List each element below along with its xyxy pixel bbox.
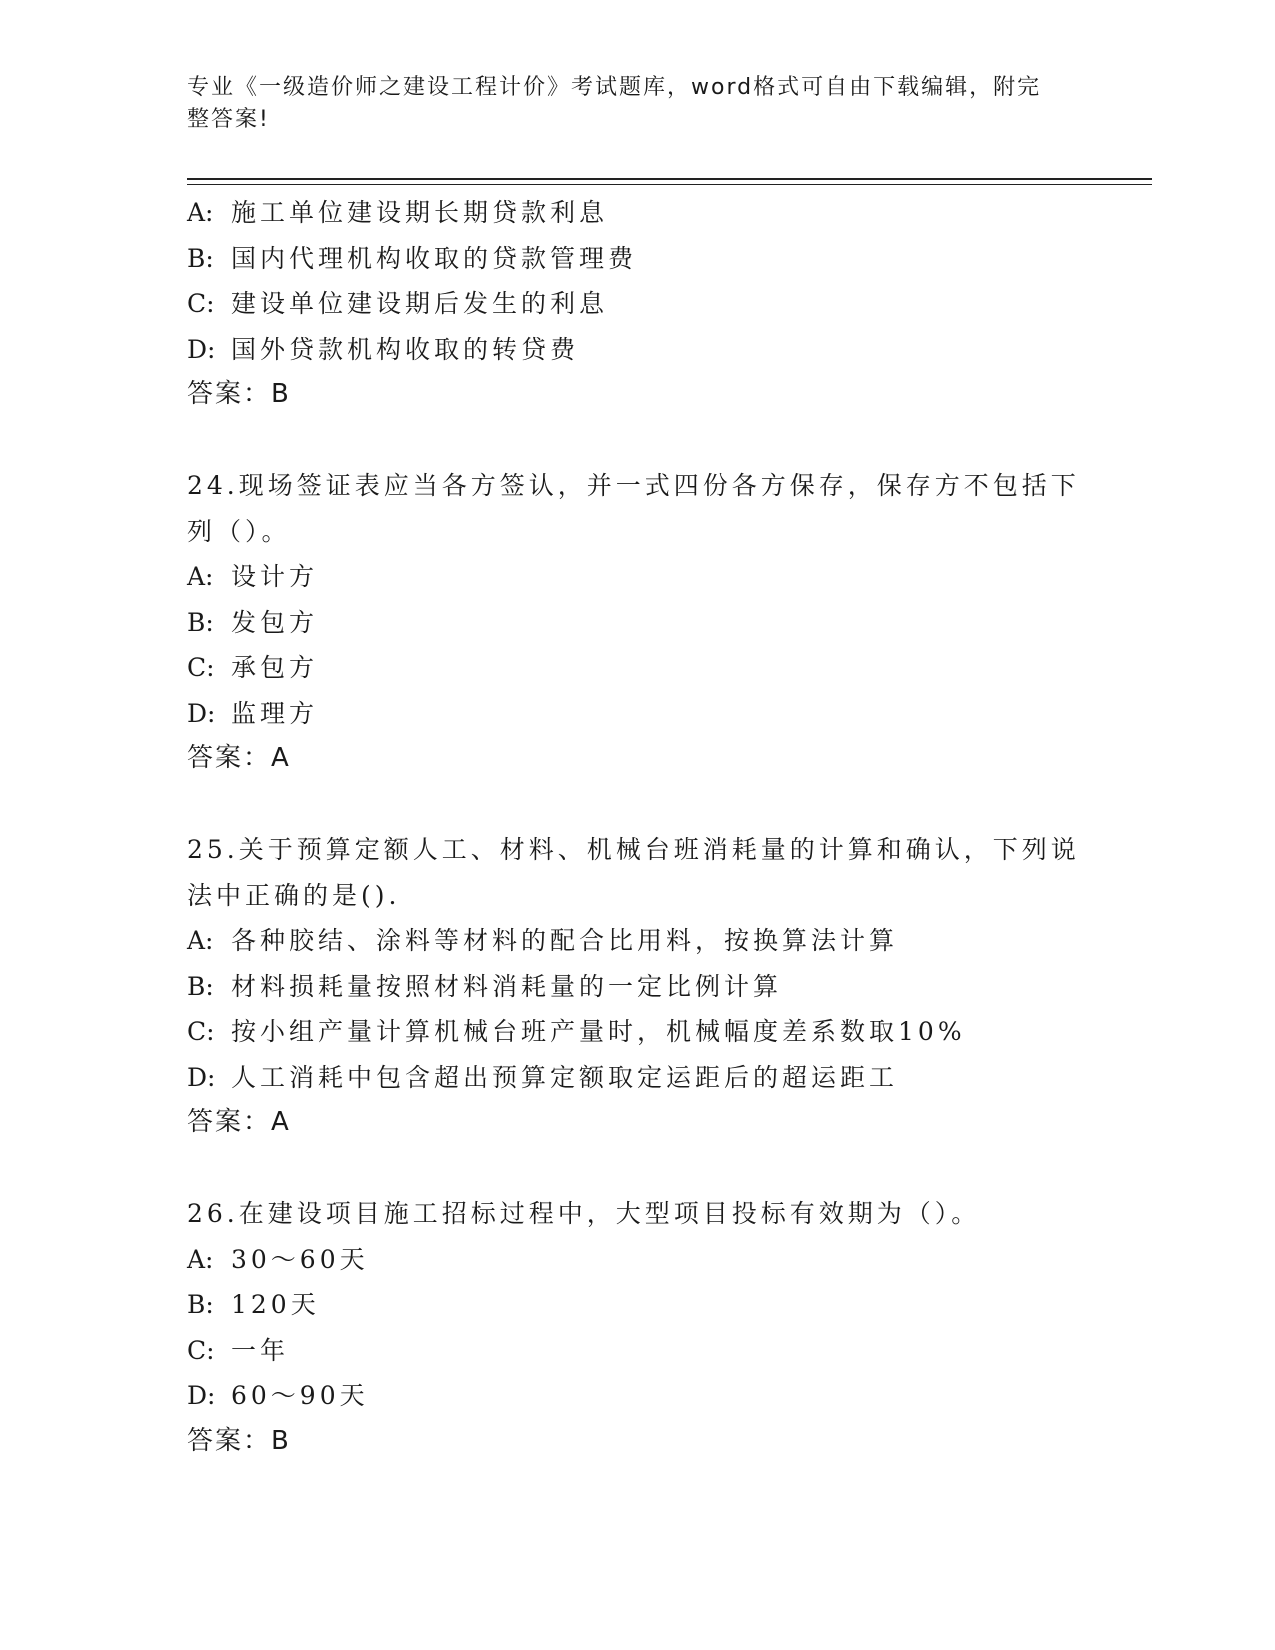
- question-25-text-line-2: 法中正确的是().: [187, 880, 401, 910]
- option-label: D:: [187, 1381, 216, 1410]
- question-content: [187, 190, 1087, 1464]
- option-label: A:: [187, 1244, 214, 1274]
- option-text: 建设单位建设期后发生的利息: [231, 289, 609, 318]
- question-26-text: 26.在建设项目施工招标过程中，大型项目投标有效期为（）。: [187, 1199, 981, 1228]
- question-26-block: [187, 1191, 1087, 1464]
- option-label: D:: [187, 698, 216, 728]
- option-label: C:: [187, 1017, 215, 1046]
- option-text: 设计方: [231, 562, 319, 591]
- option-d: [187, 691, 1087, 737]
- option-text: 国外贷款机构收取的转贷费: [231, 334, 580, 364]
- option-label: A:: [187, 926, 214, 955]
- option-d: [187, 1055, 1087, 1101]
- option-text: 60～90天: [231, 1381, 369, 1410]
- option-text: 施工单位建设期长期贷款利息: [231, 198, 609, 227]
- option-text: 各种胶结、涂料等材料的配合比用料，按换算法计算: [231, 926, 899, 955]
- option-label: C:: [187, 653, 215, 682]
- question-24-block: [187, 463, 1087, 782]
- option-label: B:: [187, 971, 214, 1001]
- answer-23: 答案：B: [187, 379, 291, 409]
- spacer: [187, 782, 1087, 828]
- option-a: [187, 1237, 1087, 1283]
- option-a: [187, 918, 1087, 964]
- answer-24: 答案：A: [187, 743, 291, 773]
- question-25-block: [187, 827, 1087, 1146]
- option-c: [187, 281, 1087, 327]
- option-label: B:: [187, 243, 214, 273]
- header-divider-thin: [187, 184, 1152, 185]
- spacer: [187, 1146, 1087, 1192]
- document-header: [187, 72, 1067, 136]
- option-label: C:: [187, 1335, 215, 1365]
- option-c: [187, 1328, 1087, 1374]
- option-b: [187, 964, 1087, 1010]
- question-23-block: [187, 190, 1087, 418]
- answer-25: 答案：A: [187, 1107, 291, 1137]
- option-text: 120天: [231, 1290, 320, 1319]
- option-a: [187, 554, 1087, 600]
- option-label: A:: [187, 198, 214, 227]
- option-b: [187, 1282, 1087, 1328]
- option-text: 发包方: [231, 607, 319, 637]
- option-d: [187, 1373, 1087, 1419]
- option-text: 30～60天: [231, 1244, 369, 1274]
- option-text: 材料损耗量按照材料消耗量的一定比例计算: [231, 971, 783, 1001]
- spacer: [187, 418, 1087, 464]
- option-text: 监理方: [231, 698, 319, 728]
- option-a: [187, 190, 1087, 236]
- header-divider-thick: [187, 178, 1152, 180]
- question-24-text-line-2: 列（）。: [187, 516, 291, 546]
- header-line-2: 整答案!: [187, 107, 270, 132]
- option-c: [187, 1009, 1087, 1055]
- option-label: D:: [187, 1062, 216, 1092]
- option-d: [187, 327, 1087, 373]
- option-text: 国内代理机构收取的贷款管理费: [231, 243, 638, 273]
- option-b: [187, 236, 1087, 282]
- answer-26: 答案：B: [187, 1425, 291, 1456]
- option-text: 人工消耗中包含超出预算定额取定运距后的超运距工: [231, 1062, 899, 1092]
- option-text: 承包方: [231, 653, 319, 682]
- option-label: D:: [187, 334, 216, 364]
- question-25-text-line-1: 25.关于预算定额人工、材料、机械台班消耗量的计算和确认，下列说: [187, 835, 1080, 864]
- header-line-1: 专业《一级造价师之建设工程计价》考试题库，word格式可自由下载编辑，附完: [187, 75, 1042, 100]
- option-text: 一年: [231, 1335, 290, 1365]
- option-c: [187, 645, 1087, 691]
- option-label: C:: [187, 289, 215, 318]
- question-24-text-line-1: 24.现场签证表应当各方签认，并一式四份各方保存，保存方不包括下: [187, 471, 1080, 500]
- option-label: A:: [187, 562, 214, 591]
- option-b: [187, 600, 1087, 646]
- option-label: B:: [187, 607, 214, 637]
- option-text: 按小组产量计算机械台班产量时，机械幅度差系数取10%: [231, 1017, 966, 1046]
- option-label: B:: [187, 1290, 214, 1319]
